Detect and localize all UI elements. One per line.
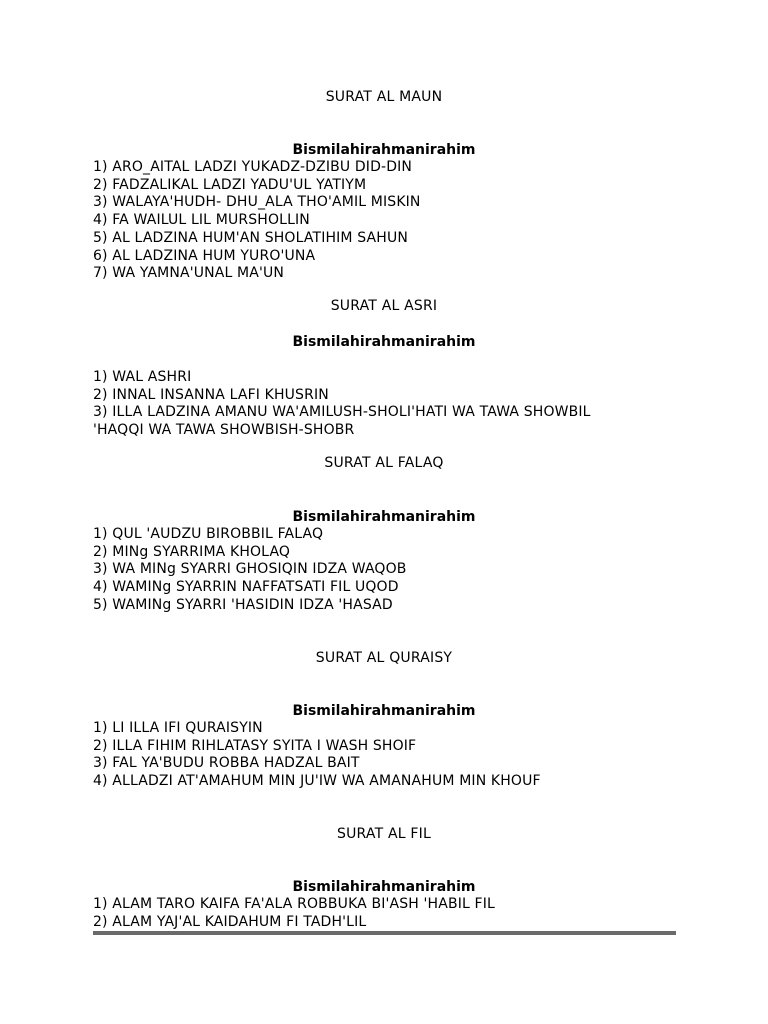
verse-line: 3) FAL YA'BUDU ROBBA HADZAL BAIT xyxy=(93,755,360,772)
verse-line: 2) ILLA FIHIM RIHLATASY SYITA I WASH SHOIF xyxy=(93,737,417,754)
verse-line: 1) QUL 'AUDZU BIROBBIL FALAQ xyxy=(93,526,324,542)
verse-line: 1) ALAM TARO KAIFA FA'ALA ROBBUKA BI'ASH 'HABIL FIL xyxy=(93,896,495,912)
verse-line: 6) AL LADZINA HUM YURO'UNA xyxy=(93,247,316,264)
page-bottom-rule xyxy=(93,931,676,935)
bismillah-heading: Bismilahirahmanirahim xyxy=(292,509,476,525)
verse-line: 7) WA YAMNA'UNAL MA'UN xyxy=(93,265,285,282)
surah-title: SURAT AL FIL xyxy=(337,826,431,842)
verse-line: 1) WAL ASHRI xyxy=(93,369,192,385)
bismillah-heading: Bismilahirahmanirahim xyxy=(292,142,476,158)
verse-list xyxy=(93,896,693,931)
verse-line: 3) WA MINg SYARRI GHOSIQIN IDZA WAQOB xyxy=(93,561,407,578)
verse-list xyxy=(93,369,693,440)
verse-line: 2) INNAL INSANNA LAFI KHUSRIN xyxy=(93,386,329,403)
verse-line: 1) LI ILLA IFI QURAISYIN xyxy=(93,720,263,736)
verse-list xyxy=(93,720,693,791)
verse-line: 4) FA WAILUL LIL MURSHOLLIN xyxy=(93,212,310,229)
verse-line: 3) ILLA LADZINA AMANU WA'AMILUSH-SHOLI'HATI WA TAWA SHOWBIL xyxy=(93,404,591,421)
verse-line: 2) MINg SYARRIMA KHOLAQ xyxy=(93,543,291,560)
surah-title: SURAT AL QURAISY xyxy=(315,650,453,666)
bismillah-heading: Bismilahirahmanirahim xyxy=(292,879,476,895)
verse-line: 4) WAMINg SYARRIN NAFFATSATI FIL UQOD xyxy=(93,579,399,596)
bismillah-heading: Bismilahirahmanirahim xyxy=(292,334,476,350)
verse-line: 3) WALAYA'HUDH- DHU_ALA THO'AMIL MISKIN xyxy=(93,194,421,211)
surah-title: SURAT AL MAUN xyxy=(325,89,443,105)
verse-line: 5) WAMINg SYARRI 'HASIDIN IDZA 'HASAD xyxy=(93,596,393,613)
verse-line: 'HAQQI WA TAWA SHOWBISH-SHOBR xyxy=(93,422,355,439)
verse-list xyxy=(93,526,693,615)
verse-line: 5) AL LADZINA HUM'AN SHOLATIHIM SAHUN xyxy=(93,229,408,246)
verse-list xyxy=(93,159,693,283)
verse-line: 1) ARO_AITAL LADZI YUKADZ-DZIBU DID-DIN xyxy=(93,159,413,175)
surah-title: SURAT AL ASRI xyxy=(330,298,438,314)
bismillah-heading: Bismilahirahmanirahim xyxy=(292,703,476,719)
verse-line: 4) ALLADZI AT'AMAHUM MIN JU'IW WA AMANAHUM MIN KHOUF xyxy=(93,773,541,790)
verse-line: 2) FADZALIKAL LADZI YADU'UL YATIYM xyxy=(93,176,367,193)
verse-line: 2) ALAM YAJ'AL KAIDAHUM FI TADH'LIL xyxy=(93,913,367,930)
surah-title: SURAT AL FALAQ xyxy=(324,455,444,471)
